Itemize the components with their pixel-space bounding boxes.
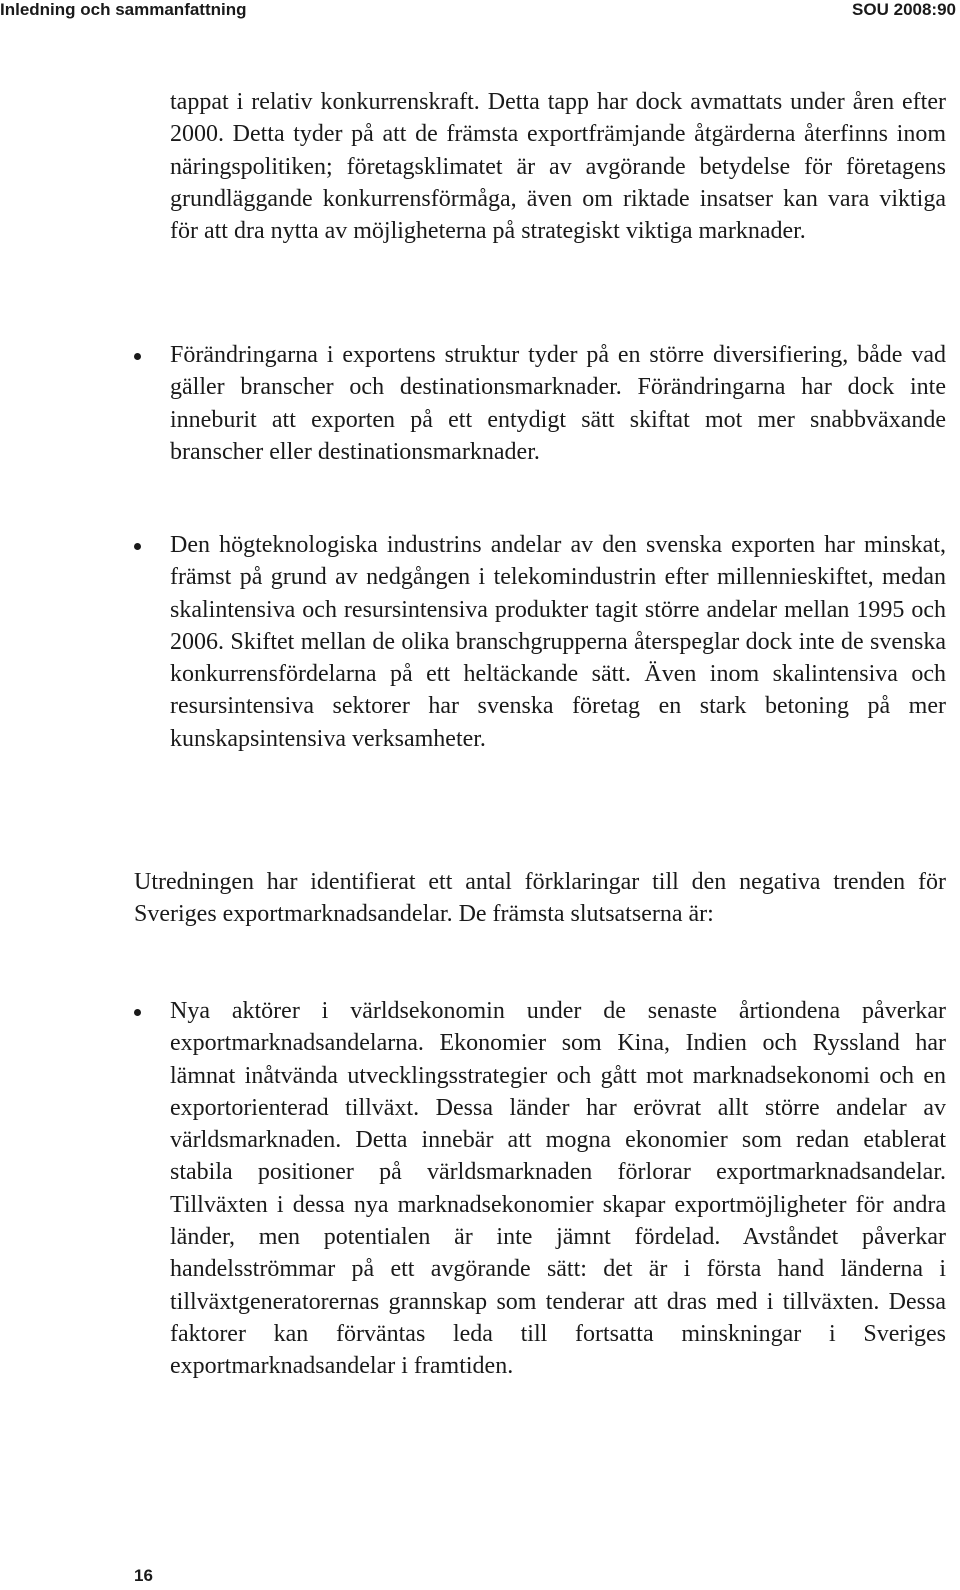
list-item <box>134 339 946 468</box>
list-item-text: Den högteknologiska industrins andelar av den svenska exporten har minskat, främst på grund av nedgången i telekomindustrin efter millennieskiftet, medan skalintensiva och resursintensiva produkter tagit större andelar mellan 1995 och 2006. Skiftet mellan de olika branschgrupperna återspeglar dock inte de svenska konkurrensfördelarna på ett heltäckande sätt. Även inom skalintensiva och resursintensiva sektorer har svenska företag en stark betoning på mer kunskapsintensiva verksamheter. <box>170 532 946 752</box>
bullet-icon <box>134 1009 141 1016</box>
list-item <box>134 995 946 1383</box>
section-title: Inledning och sammanfattning <box>0 0 247 19</box>
running-header <box>0 0 960 20</box>
document-id: SOU 2008:90 <box>852 0 956 19</box>
bullet-icon <box>134 543 141 550</box>
bullet-icon <box>134 353 141 360</box>
page-number: 16 <box>134 1566 153 1585</box>
list-item <box>134 529 946 755</box>
continued-paragraph: tappat i relativ konkurrenskraft. Detta tapp har dock avmattats under åren efter 2000. Detta tyder på att de främsta exportfrämjande åtgärderna återfinns inom näringspolitiken; företagsklimatet är av avgörande betydelse för företagens grundläggande konkurrensförmåga, även om riktade insatser kan vara viktiga för att dra nytta av möjligheterna på strategiskt viktiga marknader. <box>170 89 946 245</box>
list-item-text: Förändringarna i exportens struktur tyder på en större diversifiering, både vad gäller branscher och destinationsmarknader. Förändringarna har dock inte inneburit att exporten på ett entydigt sätt skiftat mot mer snabbväxande branscher eller destinationsmarknader. <box>170 342 946 465</box>
intro-paragraph: Utredningen har identifierat ett antal förklaringar till den negativa trenden för Sveriges exportmarknadsandelar. De främsta slutsatserna är: <box>134 869 946 928</box>
list-item-text: Nya aktörer i världsekonomin under de senaste årtiondena påverkar exportmarknadsandelarna. Ekonomier som Kina, Indien och Ryssland har lämnat inåtvända utvecklingsstrategier och gått mot marknadsekonomi och en exportorienterad tillväxt. Dessa länder har erövrat allt större andelar av världsmarknaden. Detta innebär att mogna ekonomier som redan etablerat stabila positioner på världsmarknaden förlorar exportmarknadsandelar. Tillväxten i dessa nya marknadsekonomier skapar exportmöjligheter för andra länder, men potentialen är inte jämnt fördelad. Avståndet påverkar handelsströmmar på ett avgörande sätt: det är i första hand länderna i tillväxtgeneratorernas grannskap som tenderar att dras med i tillväxten. Dessa faktorer kan förväntas leda till fortsatta minskningar i Sveriges exportmarknadsandelar i framtiden. <box>170 998 946 1380</box>
